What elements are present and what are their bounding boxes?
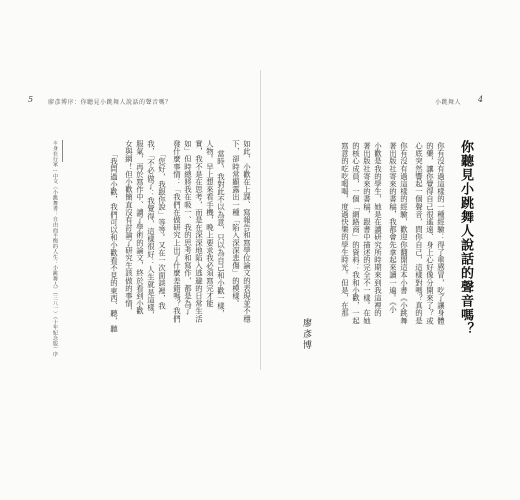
left-text-column: 人物。早上想來看手機，晚上要求我必須寫完才能 — [205, 140, 215, 308]
right-text-column: 你有沒有過這樣的經驗，歡迎你翻開這本小書《小跳舞 — [399, 142, 409, 325]
right-running-header: 小跳舞人 — [435, 99, 462, 106]
right-text-column: 小歡是我的學生，她是在讀研究所時期來到我這裡的 — [373, 142, 383, 317]
right-text-column: 你有沒有過這樣的一種經驗：得了重感冒，吃了讓身體 — [436, 142, 446, 325]
right-text-column: 寫意的吃吃喝喝，度過快樂的學生時光。但是，在那 — [340, 142, 350, 317]
right-page-number: 4 — [478, 95, 484, 104]
left-running-header: 廖彥博序：你聽見小跳舞人說話的聲音嗎？ — [48, 99, 172, 106]
left-text-column: 當時，我對此不以為意，只以為自己和小歡一樣， — [216, 150, 226, 318]
left-text-column: 如此，小歡在上課、寫報告和寫學位論文的表現並不穩 — [242, 140, 252, 323]
left-text-column: 「我問過小歡，我們可以和小歡看不見的東西、聽，聽 — [109, 150, 119, 333]
right-text-column: 著出版社寄來的書稿，我都會先拿起來讀一遍。《小 — [388, 142, 398, 314]
left-text-column: 我，「不必做了：我覺得，這樣很好：人生就是這樣， — [146, 140, 156, 319]
footnote-rule — [62, 140, 63, 162]
book-gutter — [260, 70, 261, 370]
chapter-title: 你聽見小跳舞人說話的聲音嗎？ — [458, 140, 473, 336]
left-text-column: 實，我不是在思考，而是在深深地陷入逃避的日常生活 — [194, 140, 204, 323]
right-text-column: 的藥，讓你覺得自己很遙遠、身上心好像分開來了？或 — [425, 142, 435, 325]
left-text-column: 發什麼事情：「我們在做研究上出了什麼差錯嗎？我們 — [172, 140, 182, 323]
right-text-column: 心底突然響起一個聲音，問你自己，這樣對嗎？真的是 — [414, 142, 424, 325]
right-text-column: 著出版社寄來的書稿，跟書中描述的完全不一樣。在她 — [362, 142, 372, 325]
left-page-number: 5 — [28, 95, 34, 104]
left-text-column: 服氣，再於寫作中、讀了學術的論文，終於看到小歡 — [135, 140, 145, 315]
right-text-column: 的核心成員，一個「網路商」的資料：我和小歡，一起 — [351, 142, 361, 325]
author-name: 廖彥博 — [301, 318, 311, 351]
left-text-column: 女與網！但小歡簡直沒有討論了研究生該做的事情， — [124, 140, 134, 315]
footnote: ＊身在行家…中文《小跳舞書：自由而平衡的人生：小跳舞人》（三八一）（十年紀念版）序 — [52, 140, 58, 357]
left-text-column: 下，卻時常顯露出一種「陷入深深悲傷」的模樣。 — [231, 140, 241, 308]
left-text-column: 如」但時總將我在吸一、我的思考和寫作，都是為了 — [183, 140, 193, 315]
left-text-column: 「您好，我跟你說」等等。又在一次面談裡，我 — [157, 150, 167, 310]
